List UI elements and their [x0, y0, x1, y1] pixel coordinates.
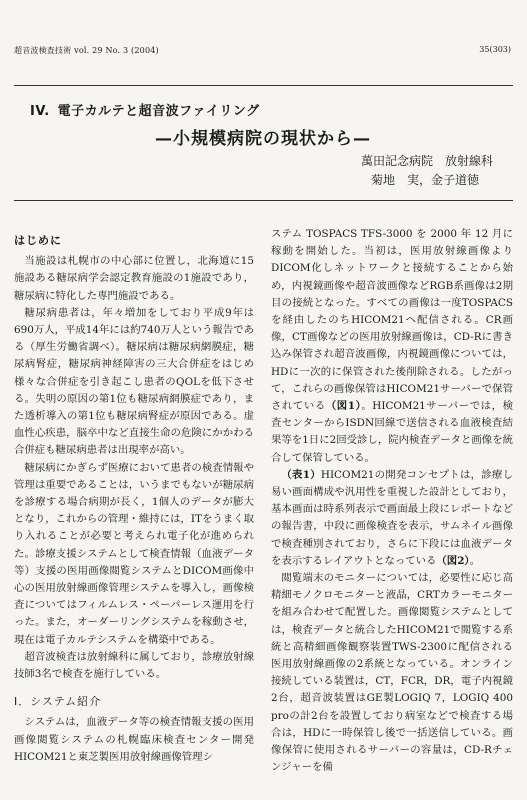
paragraph-text: 。HICOM21サーバーでは，検査センターからISDN回線で送信される血液検査結果等を1日に2回受診し，院内検査データと画像を統合して保管している。 — [271, 400, 513, 464]
section-title — [30, 100, 260, 119]
left-column — [14, 232, 265, 766]
title-top-rule — [14, 85, 513, 86]
right-column — [271, 226, 513, 777]
paragraph — [271, 467, 513, 570]
paragraph: 超音波検査は放射線科に属しており，診療放射線技師3名で検査を施行している。 — [14, 650, 254, 681]
figure-2-reference: （図2） — [436, 554, 470, 567]
section-title-text: 電子カルテと超音波ファイリング — [57, 104, 260, 119]
author-names: 菊地 実，金子道徳 — [370, 173, 479, 187]
paragraph: 糖尿病患者は，年々増加をしており平成9年は690万人，平成14年には約740万人という報告である（厚生労働省調べ）。糖尿病は糖尿病網膜症，糖尿病腎症，糖尿病神経障害の三大合併症をはじめ様々な合併症を引き起こし患者のQOLを低下させる。失明の原因の第1位も糖尿病網膜症であり，また透析導入の第1位も糖尿病腎症が原因である。虚血性心疾患，脳卒中など直接生命の危険にかかわる合併症も糖尿病患者は出現率が高い。 — [14, 306, 254, 457]
running-header-journal: 超音波検査技術 vol. 29 No. 3 (2004) — [14, 46, 159, 55]
article-subtitle: —小規模病院の現状から— — [155, 129, 371, 149]
author-block — [361, 152, 493, 190]
paragraph — [271, 226, 513, 467]
paragraph-text: HICOM21の開発コンセプトは，診療し易い画面構成や汎用性を重視した設計としており，基本画面は時系列表示で画面最上段にレポートなどの報告書，中段に画像検査を表示，サムネイル画像で検査種別されており，さらに下段には血液データを表示するレイアウトとなっている — [271, 468, 513, 567]
heading-system-introduction: I．システム紹介 — [14, 695, 102, 709]
paragraph-text: 。 — [469, 554, 481, 567]
table-1-reference: （表1） — [281, 468, 321, 481]
paragraph: 糖尿病にかぎらず医療において患者の検査情報や管理は重要であることは，いうまでもないが糖尿病を診療する場合病期が長く，1個人のデータが膨大となり，これからの管理・維持には，ITをうまく取り入れることが必要と考えられ電子化が進められた。診療支援システムとして検査情報（血液データ等）支援の医用画像閲覧システムとDICOM画像中心の医用放射線画像管理システムを導入し，画像検査についてはフィルムレス・ペーパーレス運用を行った。また，オーダーリングシステムを稼動させ，現在は電子カルテシステムを構築中である。 — [14, 461, 254, 646]
author-affiliation: 萬田記念病院 放射線科 — [360, 154, 493, 168]
section-number: IV. — [30, 104, 50, 119]
running-header-page-number: 35(303) — [479, 45, 511, 54]
heading-introduction: はじめに — [14, 234, 62, 247]
paragraph-text: ステム TOSPACS TFS-3000 を 2000 年 12 月に稼動を開始した。当初は，医用放射線画像よりDICOM化しネットワークと接続することから始め，内視鏡画像や超音波画像などRGB系画像は2期目の接続となった。すべての画像は一度TOSPACSを経由したのちHICOM21へ配信される。CR画像，CT画像などの医用放射線画像は，CD-Rに書き込み保管され超音波画像，内視鏡画像については，HDに一次的に保管された後削除される。したがって，これらの画像保管はHICOM21サーバーで保管されている — [271, 228, 513, 413]
title-bottom-rule — [14, 200, 513, 201]
paragraph: 閲覧端末のモニターについては，必要性に応じ高精細モノクロモニターと液晶，CRTカラーモニターを組み合わせて配置した。画像閲覧システムとしては，検査データと統合したHICOM21で閲覧する系統と高精細画像観察装置TWS-2300に配信される医用放射線画像の2系統となっている。オンライン接続している装置は，CT，FCR，DR，電子内視鏡2台，超音波装置はGE製LOGIQ 7，LOGIQ 400 proの計2台を設置しており病室などで検査する場合は，HDに一時保管し後で一括送信している。画像保管に使用されるサーバーの容量は，CD-Rチェンジャーを備 — [271, 572, 513, 774]
figure-1-reference: （図1） — [325, 400, 362, 413]
paragraph: 当施設は札幌市の中心部に位置し，北海道に15施設ある糖尿病学会認定教育施設の1施設であり，糖尿病に特化した専門施設である。 — [14, 255, 254, 302]
paragraph: システムは，血液データ等の検査情報支援の医用画像閲覧システムの札幌臨床検査センター開発 HICOM21と東芝製医用放射線画像管理シ — [14, 716, 265, 763]
